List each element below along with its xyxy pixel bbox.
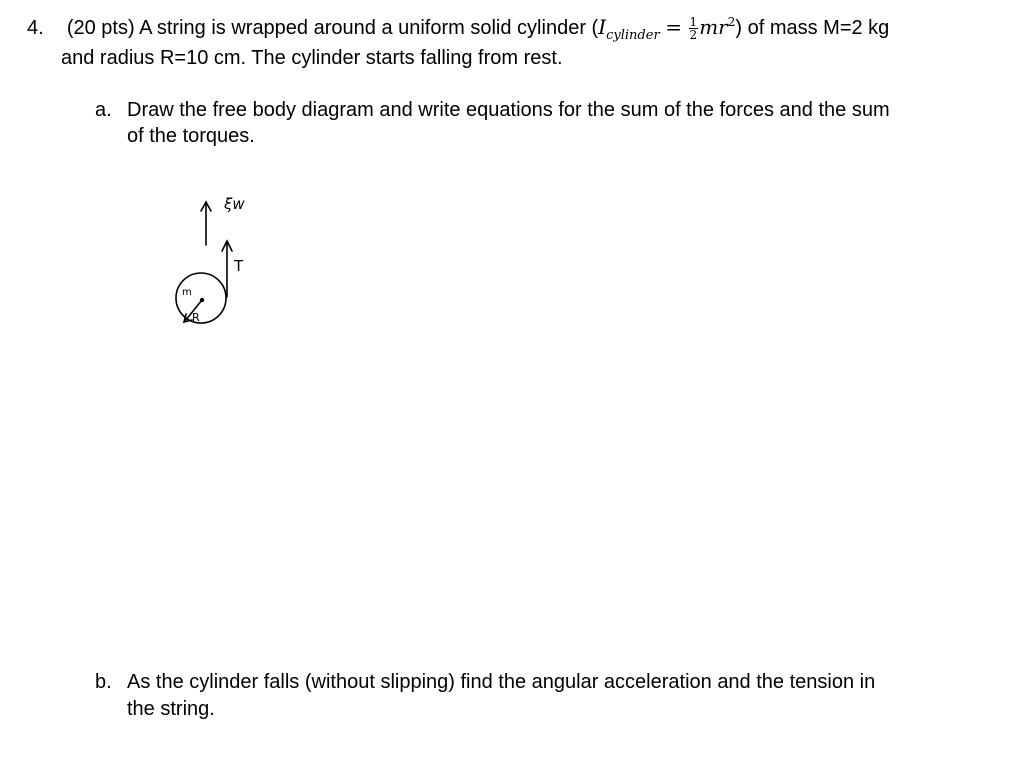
close-paren: )	[735, 17, 743, 39]
tension-label: T	[234, 257, 244, 275]
problem-points: (20 pts)	[66, 17, 135, 39]
part-a-line-2: of the torques.	[127, 125, 255, 147]
position-label: ξw	[224, 195, 245, 213]
one-half-fraction	[689, 16, 699, 41]
problem-mass: of mass M=2 kg	[742, 17, 890, 39]
part-b-line-1: As the cylinder falls (without slipping) find the angular acceleration and the tension in	[127, 671, 876, 693]
center-dot	[200, 298, 204, 302]
problem-number: 4.	[27, 17, 44, 39]
part-b-line-2: the string.	[127, 698, 215, 720]
part-a-line-1: Draw the free body diagram and write equations for the sum of the forces and the sum	[127, 99, 890, 121]
fraction-denominator: 2	[689, 28, 698, 43]
exponent: 2	[727, 15, 736, 29]
mr-term: mr	[699, 15, 728, 39]
mass-label: m	[182, 287, 192, 298]
equals-sign: =	[665, 15, 682, 39]
cylinder-circle	[176, 273, 226, 323]
free-body-diagram	[160, 185, 290, 345]
part-a-label: a.	[95, 99, 112, 121]
fraction-numerator: 1	[689, 15, 698, 30]
problem-line-1	[27, 15, 889, 43]
problem-line-2: and radius R=10 cm. The cylinder starts falling from rest.	[61, 47, 563, 69]
radius-label: R	[192, 311, 200, 324]
problem-intro: A string is wrapped around a uniform solid cylinder (	[139, 17, 599, 39]
inertia-symbol: I	[598, 15, 607, 39]
part-b-label: b.	[95, 671, 112, 693]
inertia-subscript: cylinder	[606, 28, 660, 43]
